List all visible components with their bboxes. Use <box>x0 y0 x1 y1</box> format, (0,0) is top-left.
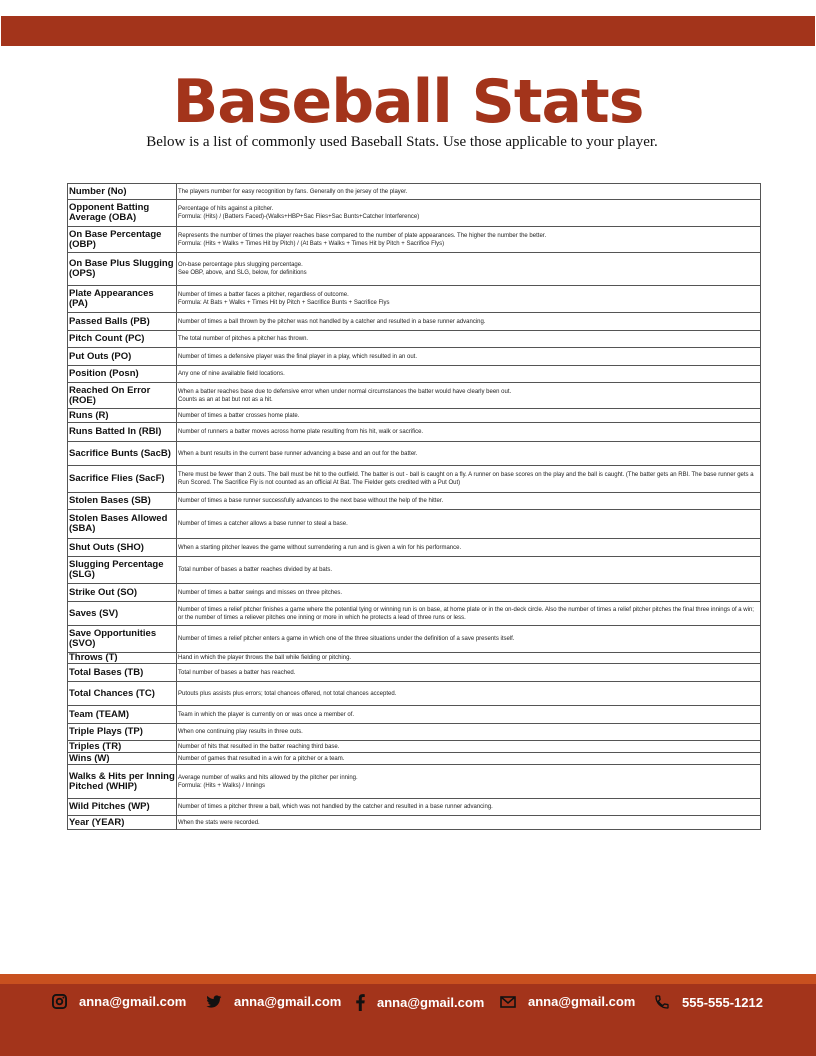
stat-row <box>68 799 761 816</box>
stat-row <box>68 753 761 765</box>
stat-description: Number of runners a batter moves across home plate resulting from his hit, walk or sacrifice. <box>177 423 761 442</box>
stat-name: Put Outs (PO) <box>68 348 177 366</box>
stat-row <box>68 227 761 253</box>
page-subtitle: Below is a list of commonly used Baseball Stats. Use those applicable to your player. <box>146 134 658 150</box>
stat-description: Percentage of hits against a pitcher. Formula: (Hits) / (Batters Faced)-(Walks+HBP+Sac Flies+Sac Bunts+Catcher Interference) <box>177 200 761 227</box>
stat-name: Total Bases (TB) <box>68 664 177 682</box>
instagram-icon <box>52 994 67 1009</box>
stat-name: Save Opportunities (SVO) <box>68 626 177 653</box>
stat-description: On-base percentage plus slugging percentage. See OBP, above, and SLG, below, for definitions <box>177 253 761 286</box>
stat-row <box>68 510 761 539</box>
contact-phone-text: 555-555-1212 <box>682 994 763 1010</box>
page-title: Baseball Stats <box>172 67 644 137</box>
stat-description: Number of hits that resulted in the batter reaching third base. <box>177 741 761 753</box>
stat-row <box>68 409 761 423</box>
stat-description: Number of times a defensive player was the final player in a play, which resulted in an out. <box>177 348 761 366</box>
twitter-icon <box>206 995 222 1009</box>
stat-name: Walks & Hits per Inning Pitched (WHIP) <box>68 765 177 799</box>
stat-description: When a bunt results in the current base runner advancing a base and an out for the batter. <box>177 442 761 466</box>
stat-row <box>68 313 761 331</box>
stat-name: Throws (T) <box>68 653 177 664</box>
stat-name: Wild Pitches (WP) <box>68 799 177 816</box>
stat-row <box>68 184 761 200</box>
stat-description: Any one of nine available field locations. <box>177 366 761 383</box>
stat-description: Number of times a batter swings and misses on three pitches. <box>177 584 761 602</box>
contact-email[interactable] <box>500 994 635 1009</box>
stat-name: Team (TEAM) <box>68 706 177 724</box>
stat-name: Slugging Percentage (SLG) <box>68 557 177 584</box>
stat-description: Total number of bases a batter has reached. <box>177 664 761 682</box>
contact-twitter-text: anna@gmail.com <box>234 994 342 1009</box>
contact-instagram[interactable] <box>52 994 186 1009</box>
stat-row <box>68 602 761 626</box>
stat-name: Triple Plays (TP) <box>68 724 177 741</box>
stat-name: Sacrifice Bunts (SacB) <box>68 442 177 466</box>
stat-description: When the stats were recorded. <box>177 816 761 830</box>
stat-description: When one continuing play results in three outs. <box>177 724 761 741</box>
stat-row <box>68 664 761 682</box>
stat-row <box>68 682 761 706</box>
stat-row <box>68 200 761 227</box>
stat-row <box>68 653 761 664</box>
phone-icon <box>654 994 670 1010</box>
contact-twitter[interactable] <box>206 994 341 1009</box>
stat-name: Reached On Error (ROE) <box>68 383 177 409</box>
contact-email-text: anna@gmail.com <box>528 994 636 1009</box>
stat-name: Stolen Bases (SB) <box>68 493 177 510</box>
stat-name: Year (YEAR) <box>68 816 177 830</box>
stat-description: There must be fewer than 2 outs. The ball must be hit to the outfield. The batter is out - ball is caught on a fly. A runner on base scores on the play and the ball is caught. (The batter gets an RBI. The base runner gets a Run Scored. The Sacrifice Fly is not counted as an official At Bat. The Fielder gets credited with a Put Out) <box>177 466 761 493</box>
stat-name: On Base Plus Slugging (OPS) <box>68 253 177 286</box>
stat-row <box>68 584 761 602</box>
stat-name: Runs (R) <box>68 409 177 423</box>
stat-row <box>68 286 761 313</box>
stat-name: Position (Posn) <box>68 366 177 383</box>
stat-row <box>68 741 761 753</box>
stat-name: On Base Percentage (OBP) <box>68 227 177 253</box>
stat-name: Total Chances (TC) <box>68 682 177 706</box>
stat-name: Sacrifice Flies (SacF) <box>68 466 177 493</box>
stat-row <box>68 383 761 409</box>
stat-row <box>68 366 761 383</box>
stat-name: Saves (SV) <box>68 602 177 626</box>
header-bar <box>1 16 815 46</box>
stat-description: Number of times a pitcher threw a ball, which was not handled by the catcher and resulted in a base runner advancing. <box>177 799 761 816</box>
stat-name: Triples (TR) <box>68 741 177 753</box>
contact-facebook[interactable] <box>356 994 484 1011</box>
stat-name: Number (No) <box>68 184 177 200</box>
stat-description: Putouts plus assists plus errors; total chances offered, not total chances accepted. <box>177 682 761 706</box>
stat-row <box>68 765 761 799</box>
stat-row <box>68 331 761 348</box>
stat-description: Number of times a relief pitcher enters a game in which one of the three situations under the definition of a save presents itself. <box>177 626 761 653</box>
stat-row <box>68 706 761 724</box>
stat-row <box>68 816 761 830</box>
stat-row <box>68 724 761 741</box>
stat-description: Number of times a base runner successfully advances to the next base without the help of the hitter. <box>177 493 761 510</box>
stat-description: Total number of bases a batter reaches divided by at bats. <box>177 557 761 584</box>
stat-description: Represents the number of times the player reaches base compared to the number of plate appearances. The higher the number the better. Formula: (Hits + Walks + Times Hit by Pitch) / (At Bats + Walks + Times Hit by Pitch + Sacrifice Flys) <box>177 227 761 253</box>
stat-description: Average number of walks and hits allowed by the pitcher per inning. Formula: (Hits + Walks) / Innings <box>177 765 761 799</box>
stat-name: Plate Appearances (PA) <box>68 286 177 313</box>
stat-description: When a batter reaches base due to defensive error when under normal circumstances the batter would have clearly been out. Counts as an at bat but not as a hit. <box>177 383 761 409</box>
stat-description: Number of times a catcher allows a base runner to steal a base. <box>177 510 761 539</box>
stat-description: The total number of pitches a pitcher has thrown. <box>177 331 761 348</box>
stat-description: Number of times a relief pitcher finishes a game where the potential tying or winning run is on base, at home plate or in the on-deck circle. Also the number of times a relief pitcher pitches the final three innings of a win; or the number of times a reliever pitches one inning or more in which he protects a lead of three runs or less. <box>177 602 761 626</box>
contact-phone[interactable] <box>654 994 763 1010</box>
stat-name: Opponent Batting Average (OBA) <box>68 200 177 227</box>
stat-description: The players number for easy recognition by fans. Generally on the jersey of the player. <box>177 184 761 200</box>
stat-description: Hand in which the player throws the ball while fielding or pitching. <box>177 653 761 664</box>
stat-name: Pitch Count (PC) <box>68 331 177 348</box>
stat-description: Number of games that resulted in a win for a pitcher or a team. <box>177 753 761 765</box>
stat-description: When a starting pitcher leaves the game without surrendering a run and is given a win for his performance. <box>177 539 761 557</box>
stat-name: Wins (W) <box>68 753 177 765</box>
stat-name: Strike Out (SO) <box>68 584 177 602</box>
stats-table-body <box>68 184 761 830</box>
stat-description: Number of times a batter faces a pitcher, regardless of outcome. Formula: At Bats + Walks + Times Hit by Pitch + Sacrifice Bunts + Sacrifice Flys <box>177 286 761 313</box>
stat-row <box>68 442 761 466</box>
stat-name: Passed Balls (PB) <box>68 313 177 331</box>
stat-description: Team in which the player is currently on or was once a member of. <box>177 706 761 724</box>
contact-facebook-text: anna@gmail.com <box>377 995 485 1010</box>
stat-description: Number of times a batter crosses home plate. <box>177 409 761 423</box>
stat-name: Shut Outs (SHO) <box>68 539 177 557</box>
stat-row <box>68 493 761 510</box>
stats-table <box>67 183 761 830</box>
stat-row <box>68 466 761 493</box>
stat-description: Number of times a ball thrown by the pitcher was not handled by a catcher and resulted in a base runner advancing. <box>177 313 761 331</box>
stat-row <box>68 626 761 653</box>
stat-row <box>68 557 761 584</box>
contact-instagram-text: anna@gmail.com <box>79 994 187 1009</box>
envelope-icon <box>500 996 516 1008</box>
footer-accent-line <box>0 974 816 984</box>
facebook-icon <box>356 994 365 1011</box>
stat-row <box>68 253 761 286</box>
stat-name: Runs Batted In (RBI) <box>68 423 177 442</box>
stat-row <box>68 423 761 442</box>
stat-row <box>68 539 761 557</box>
stat-name: Stolen Bases Allowed (SBA) <box>68 510 177 539</box>
stat-row <box>68 348 761 366</box>
